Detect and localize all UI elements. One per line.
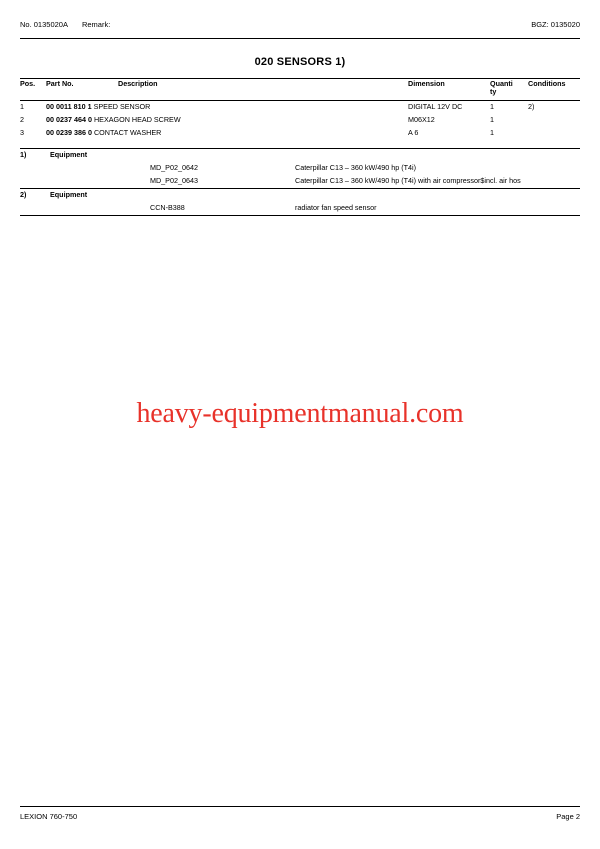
column-header-conditions: Conditions	[528, 79, 566, 88]
cell-quantity: 1	[490, 114, 494, 124]
footer-page-number: Page 2	[556, 812, 580, 821]
footnote-entry-row	[20, 175, 580, 189]
remark-label: Remark:	[81, 20, 111, 29]
header-divider	[20, 38, 580, 39]
footnote-label: Equipment	[50, 190, 88, 200]
part-number: 00 0011 810 1	[46, 101, 92, 111]
column-header-quantity-line1: Quanti	[490, 79, 513, 88]
footnote-spacer	[50, 202, 150, 216]
footnote-label: Equipment	[50, 150, 88, 160]
cell-part-description	[46, 100, 408, 114]
footnote-entry-row	[20, 202, 580, 216]
footnotes-container	[20, 148, 580, 216]
footnote-spacer	[20, 162, 50, 175]
cell-quantity: 1	[490, 101, 494, 111]
cell-part-description	[46, 127, 408, 140]
footnote-spacer	[50, 162, 150, 175]
column-header-part-no: Part No.	[46, 79, 74, 88]
parts-table-container	[20, 78, 580, 140]
part-description: SPEED SENSOR	[93, 101, 151, 111]
footer-model: LEXION 760-750	[20, 812, 78, 821]
footnote-marker: 2)	[20, 190, 27, 200]
bgz-number: BGZ: 0135020	[531, 20, 580, 29]
footnote-entry-row	[20, 162, 580, 175]
footnote-spacer	[20, 202, 50, 216]
footnote-marker: 1)	[20, 150, 27, 160]
column-header-quantity-line2: ty	[490, 87, 497, 97]
cell-conditions	[528, 127, 580, 140]
cell-pos: 3	[20, 127, 24, 137]
table-row	[20, 100, 580, 114]
part-number: 00 0239 386 0	[46, 127, 92, 137]
parts-table-header	[20, 79, 580, 101]
footnote-code: MD_P02_0643	[150, 176, 198, 186]
footnote-code: CCN-B388	[150, 203, 185, 213]
footnote-text: Caterpillar C13 – 360 kW/490 hp (T4i)	[295, 163, 417, 173]
footnote-text: Caterpillar C13 – 360 kW/490 hp (T4i) with air compressor$incl. air hos	[295, 176, 521, 186]
page-title: 020 SENSORS 1)	[254, 56, 346, 68]
table-row	[20, 114, 580, 127]
cell-pos: 2	[20, 114, 24, 124]
footnote-code: MD_P02_0642	[150, 163, 198, 173]
cell-dimension: A 6	[408, 127, 419, 137]
part-description: HEXAGON HEAD SCREW	[93, 114, 181, 124]
cell-conditions	[528, 114, 580, 127]
table-header-row	[20, 79, 580, 101]
footnote-text: radiator fan speed sensor	[295, 203, 377, 213]
footnote-group-header	[20, 189, 580, 203]
page-footer	[20, 812, 580, 821]
cell-pos: 1	[20, 101, 24, 111]
cell-quantity: 1	[490, 127, 494, 137]
column-header-description: Description	[118, 79, 158, 88]
column-header-pos: Pos.	[20, 79, 36, 88]
column-header-quantity	[490, 79, 528, 101]
footnotes-bottom-rule	[20, 216, 580, 217]
column-header-dimension: Dimension	[408, 79, 445, 88]
parts-table	[20, 78, 580, 140]
parts-table-body	[20, 100, 580, 140]
part-number: 00 0237 464 0	[46, 114, 92, 124]
cell-dimension: M06X12	[408, 114, 435, 124]
table-row	[20, 127, 580, 140]
cell-part-description	[46, 114, 408, 127]
footnote-spacer	[20, 175, 50, 189]
cell-conditions: 2)	[528, 101, 535, 111]
footnote-group-header	[20, 149, 580, 163]
cell-dimension: DIGITAL 12V DC	[408, 101, 463, 111]
watermark: heavy-equipmentmanual.com	[136, 398, 464, 429]
footnotes-table	[20, 148, 580, 216]
footer-divider	[20, 806, 580, 807]
page-header	[20, 20, 580, 29]
footnote-spacer	[50, 175, 150, 189]
document-number: No. 0135020A	[20, 20, 68, 29]
part-description: CONTACT WASHER	[93, 127, 162, 137]
